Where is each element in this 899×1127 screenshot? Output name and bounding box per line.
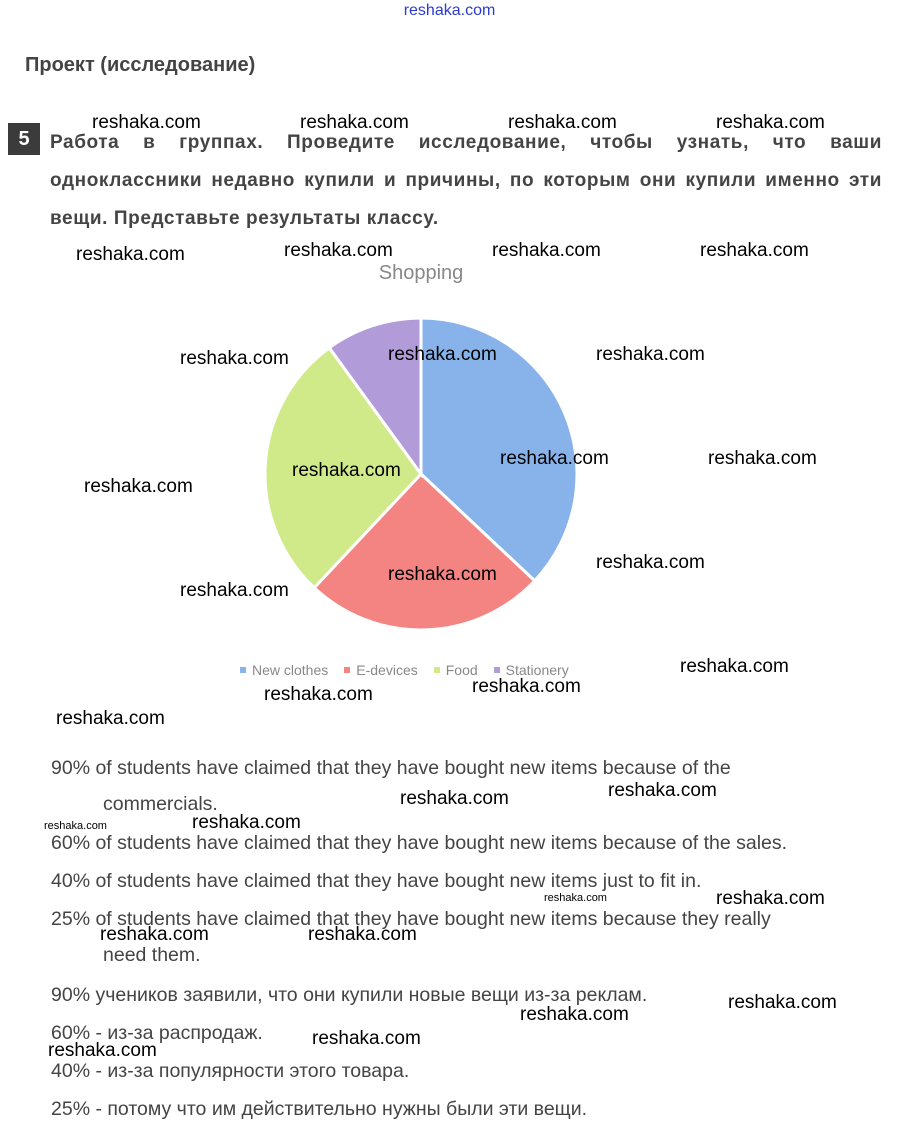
result-continuation: commercials. <box>103 793 218 815</box>
legend-swatch <box>494 667 500 673</box>
watermark-text: reshaka.com <box>708 448 817 469</box>
legend-swatch <box>240 667 246 673</box>
watermark-text: reshaka.com <box>308 924 417 945</box>
watermark-text: reshaka.com <box>500 448 609 469</box>
result-text: 40% of students have claimed that they have bought new items just to fit in. <box>51 870 702 892</box>
watermark-text: reshaka.com <box>192 812 301 833</box>
watermark-text: reshaka.com <box>300 112 409 133</box>
watermark-text: reshaka.com <box>284 240 393 261</box>
result-line <box>51 1091 882 1127</box>
result-text: 90% of students have claimed that they have bought new items because of the <box>51 757 731 779</box>
watermark-text: reshaka.com <box>312 1028 421 1049</box>
watermark-text: reshaka.com <box>48 1040 157 1061</box>
watermark-text: reshaka.com <box>388 344 497 365</box>
watermark-text-small: reshaka.com <box>544 892 607 904</box>
watermark-text: reshaka.com <box>292 460 401 481</box>
legend-swatch <box>344 667 350 673</box>
result-text: 25% - потому что им действительно нужны были эти вещи. <box>51 1098 588 1120</box>
watermark-text: reshaka.com <box>400 788 509 809</box>
watermark-text: reshaka.com <box>508 112 617 133</box>
result-text: 25% of students have claimed that they have bought new items because they really <box>51 908 771 930</box>
watermark-text: reshaka.com <box>492 240 601 261</box>
legend-item-e-devices <box>344 662 417 678</box>
result-text: 60% - из-за распродаж. <box>51 1022 263 1044</box>
result-continuation: need them. <box>103 944 201 966</box>
watermark-text: reshaka.com <box>608 780 717 801</box>
watermark-text: reshaka.com <box>76 244 185 265</box>
watermark-text: reshaka.com <box>472 676 581 697</box>
watermark-text: reshaka.com <box>264 684 373 705</box>
site-link[interactable]: reshaka.com <box>403 2 496 19</box>
result-text: 60% of students have claimed that they have bought new items because of the sales. <box>51 832 788 854</box>
watermark-text: reshaka.com <box>596 552 705 573</box>
legend-label: E-devices <box>356 662 418 678</box>
task-text: Работа в группах. Проведите исследование, чтобы узнать, что ваши одноклассники недавно купили и причины, по которым они купили именно эти вещи. Представьте результаты классу. <box>50 132 882 229</box>
result-line <box>51 825 882 861</box>
legend-label: Food <box>445 662 478 678</box>
watermark-text: reshaka.com <box>520 1004 629 1025</box>
watermark-text-small: reshaka.com <box>44 820 107 832</box>
watermark-text: reshaka.com <box>100 924 209 945</box>
chart-title: Shopping <box>378 262 464 284</box>
legend-item-new-clothes <box>240 662 328 678</box>
legend-label: Stationery <box>505 662 569 678</box>
watermark-text: reshaka.com <box>596 344 705 365</box>
result-line <box>51 750 882 822</box>
watermark-text: reshaka.com <box>716 112 825 133</box>
result-text: 90% учеников заявили, что они купили новые вещи из-за реклам. <box>51 984 648 1006</box>
watermark-text: reshaka.com <box>180 580 289 601</box>
watermark-text: reshaka.com <box>680 656 789 677</box>
watermark-text: reshaka.com <box>700 240 809 261</box>
legend-label: New clothes <box>252 662 329 678</box>
section-title: Проект (исследование) <box>25 54 256 76</box>
result-line <box>51 1015 882 1051</box>
watermark-text: reshaka.com <box>92 112 201 133</box>
task-number-badge: 5 <box>8 123 40 155</box>
watermark-text: reshaka.com <box>388 564 497 585</box>
legend-swatch <box>434 667 440 673</box>
watermark-text: reshaka.com <box>728 992 837 1013</box>
watermark-text: reshaka.com <box>56 708 165 729</box>
watermark-text: reshaka.com <box>716 888 825 909</box>
watermark-text: reshaka.com <box>84 476 193 497</box>
result-text: 40% - из-за популярности этого товара. <box>51 1060 410 1082</box>
result-line <box>51 1053 882 1089</box>
watermark-text: reshaka.com <box>180 348 289 369</box>
